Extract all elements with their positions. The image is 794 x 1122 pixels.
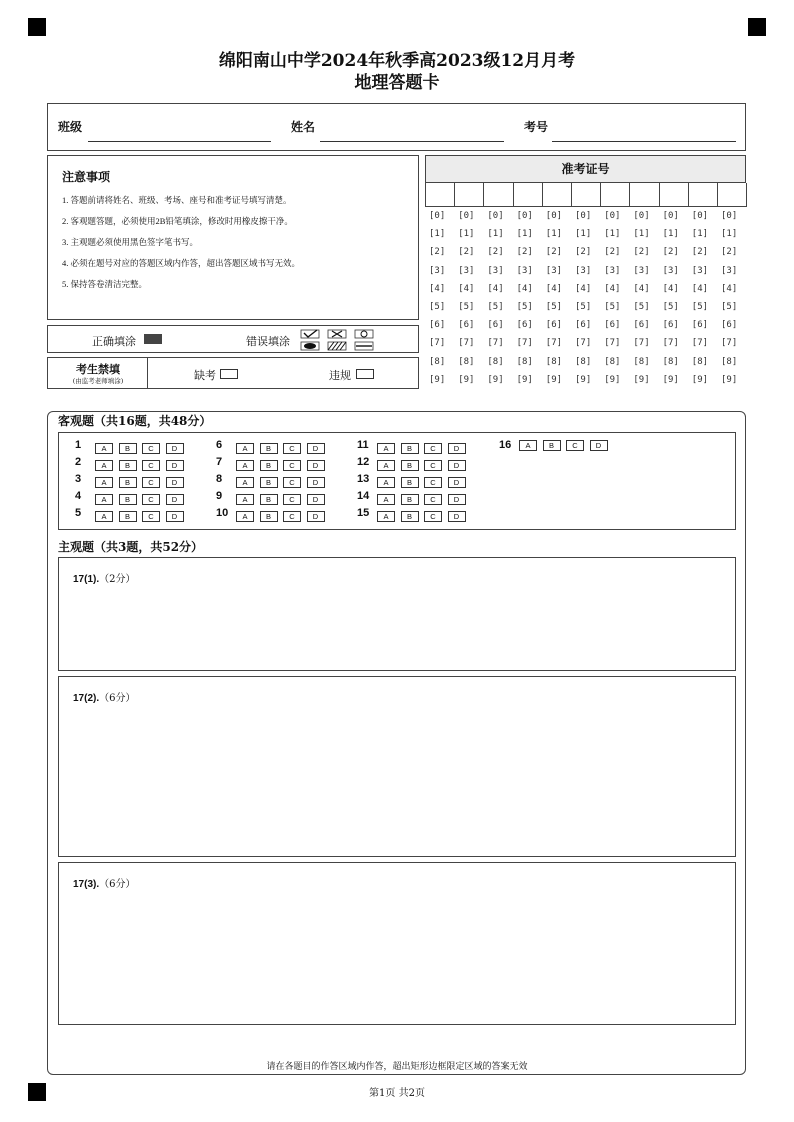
admission-digit-bubble[interactable]: [6] [662, 320, 679, 331]
admission-digit-bubble[interactable]: [6] [575, 320, 592, 331]
admission-digit-bubble[interactable]: [6] [545, 320, 563, 331]
admission-digit-bubble[interactable]: [2] [575, 247, 592, 258]
notice-item: 3. 主观题必须使用黑色签字笔书写。 [62, 237, 199, 247]
admission-digit-bubble[interactable]: [7] [691, 338, 709, 349]
question-number: 15 [357, 507, 370, 519]
wrong-fill-icon [300, 329, 378, 351]
answer-bubble-b[interactable]: B [401, 477, 419, 488]
notice-item: 5. 保持答卷清洁完整。 [62, 279, 148, 289]
admission-digit-bubble[interactable]: [4] [662, 283, 679, 294]
admission-digit-bubble[interactable]: [0] [516, 211, 533, 221]
admission-digit-bubble[interactable]: [8] [575, 356, 592, 367]
admission-digit-bubble[interactable]: [4] [487, 283, 504, 294]
admission-digit-write-cell[interactable] [629, 183, 659, 207]
answer-bubble-b[interactable]: B [119, 494, 137, 505]
admission-digit-bubble[interactable]: [3] [429, 265, 446, 276]
admission-digit-bubble[interactable]: [0] [662, 211, 679, 221]
admission-digit-bubble[interactable]: [7] [516, 338, 533, 349]
admission-digit-bubble[interactable]: [0] [545, 211, 563, 221]
admission-digit-write-cell[interactable] [717, 183, 747, 207]
violation-checkbox[interactable] [356, 369, 374, 379]
answer-bubble-d[interactable]: D [307, 443, 325, 454]
exam-title: 绵阳南山中学2024年秋季高2023级12月月考 [218, 51, 576, 71]
admission-number-title: 准考证号 [425, 155, 746, 183]
answer-bubble-b[interactable]: B [260, 511, 278, 522]
correct-fill-label: 正确填涂 [92, 335, 136, 348]
answer-bubble-b[interactable]: B [119, 511, 137, 522]
admission-digit-bubble[interactable]: [7] [458, 338, 475, 349]
admission-digit-bubble[interactable]: [9] [721, 374, 738, 385]
admission-digit-bubble[interactable]: [3] [604, 265, 621, 276]
admission-digit-bubble[interactable]: [8] [721, 356, 738, 367]
answer-bubble-c[interactable]: C [283, 494, 301, 505]
admission-digit-bubble[interactable]: [2] [691, 247, 709, 258]
name-field[interactable] [320, 141, 504, 142]
page-number: 第1页 共2页 [369, 1088, 425, 1099]
question-number: 3 [75, 473, 82, 485]
admission-digit-bubble[interactable]: [3] [691, 265, 709, 276]
answer-bubble-d[interactable]: D [307, 460, 325, 471]
answer-bubble-d[interactable]: D [448, 477, 466, 488]
answer-bubble-c[interactable]: C [283, 443, 301, 454]
answer-bubble-a[interactable]: A [236, 443, 254, 454]
answer-bubble-d[interactable]: D [307, 494, 325, 505]
exam-no-field[interactable] [552, 141, 736, 142]
admission-digit-bubble[interactable]: [7] [633, 338, 650, 349]
admission-digit-bubble[interactable]: [5] [575, 302, 592, 312]
answer-bubble-b[interactable]: B [260, 494, 278, 505]
admission-digit-bubble[interactable]: [3] [487, 265, 504, 276]
correct-fill-icon [144, 334, 162, 344]
admission-digit-bubble[interactable]: [1] [458, 229, 475, 240]
admission-digit-bubble[interactable]: [4] [604, 283, 621, 294]
admission-digit-bubble[interactable]: [6] [429, 320, 446, 331]
admission-digit-bubble[interactable]: [8] [662, 356, 679, 367]
admission-digit-bubble[interactable]: [5] [516, 302, 533, 312]
answer-bubble-a[interactable]: A [377, 460, 395, 471]
answer-bubble-d[interactable]: D [166, 460, 184, 471]
question-17-3-score: （6分） [99, 879, 136, 890]
answer-bubble-a[interactable]: A [95, 443, 113, 454]
question-17-2-label [73, 689, 136, 704]
admission-digit-bubble[interactable]: [5] [458, 302, 475, 312]
admission-digit-bubble[interactable]: [3] [516, 265, 533, 276]
answer-bubble-a[interactable]: A [236, 511, 254, 522]
exam-no-label: 考号 [524, 120, 549, 134]
admission-digit-bubble[interactable]: [8] [487, 356, 504, 367]
admission-digit-bubble[interactable]: [7] [721, 338, 738, 349]
admission-digit-write-cell[interactable] [600, 183, 630, 207]
question-17-3-number: 17(3). [73, 879, 100, 890]
admission-digit-bubble[interactable]: [7] [575, 338, 592, 349]
restricted-subtitle: (由监考老师填涂) [72, 377, 124, 385]
answer-bubble-c[interactable]: C [424, 443, 442, 454]
question-number: 9 [216, 490, 223, 502]
fill-example-box [47, 325, 419, 353]
notice-item: 2. 客观题答题，必须使用2B铅笔填涂，修改时用橡皮擦干净。 [62, 216, 293, 226]
answer-bubble-c[interactable]: C [142, 477, 160, 488]
admission-digit-bubble[interactable]: [0] [575, 211, 592, 221]
admission-digit-bubble[interactable]: [0] [429, 211, 446, 221]
admission-digit-bubble[interactable]: [8] [691, 356, 709, 367]
admission-digit-bubble[interactable]: [0] [633, 211, 650, 221]
answer-bubble-a[interactable]: A [236, 494, 254, 505]
admission-digit-write-cell[interactable] [571, 183, 601, 207]
admission-digit-write-cell[interactable] [688, 183, 718, 207]
restricted-box [47, 357, 419, 389]
answer-bubble-c[interactable]: C [424, 511, 442, 522]
admission-digit-bubble[interactable]: [9] [575, 374, 592, 385]
answer-bubble-a[interactable]: A [95, 460, 113, 471]
question-number: 2 [75, 456, 82, 468]
answer-bubble-a[interactable]: A [377, 494, 395, 505]
restricted-title: 考生禁填 [76, 363, 120, 376]
admission-digit-write-cell[interactable] [454, 183, 484, 207]
answer-bubble-a[interactable]: A [377, 477, 395, 488]
admission-digit-bubble[interactable]: [9] [691, 374, 709, 385]
answer-bubble-b[interactable]: B [260, 477, 278, 488]
answer-bubble-d[interactable]: D [448, 443, 466, 454]
admission-digit-bubble[interactable]: [9] [487, 374, 504, 385]
answer-bubble-a[interactable]: A [519, 440, 537, 451]
notice-item: 1. 答题前请将姓名、班级、考场、座号和准考证号填写清楚。 [62, 195, 292, 205]
admission-digit-bubble[interactable]: [6] [487, 320, 504, 331]
question-17-1-label [73, 570, 136, 585]
violation-label: 违规 [329, 369, 351, 382]
question-number: 11 [357, 439, 369, 451]
answer-bubble-b[interactable]: B [119, 477, 137, 488]
admission-digit-bubble[interactable]: [9] [429, 374, 446, 385]
admission-digit-bubble[interactable]: [4] [633, 283, 650, 294]
admission-digit-bubble[interactable]: [6] [516, 320, 533, 331]
admission-digit-bubble[interactable]: [5] [604, 302, 621, 312]
admission-digit-bubble[interactable]: [7] [662, 338, 679, 349]
admission-digit-bubble[interactable]: [8] [516, 356, 533, 367]
admission-digit-bubble[interactable]: [5] [721, 302, 738, 312]
answer-bubble-c[interactable]: C [424, 477, 442, 488]
answer-bubble-c[interactable]: C [283, 460, 301, 471]
admission-digit-bubble[interactable]: [9] [458, 374, 475, 385]
objective-title: 客观题（共16题，共48分） [58, 414, 212, 428]
admission-digit-bubble[interactable]: [4] [575, 283, 592, 294]
notice-title: 注意事项 [62, 170, 111, 184]
student-info-box [47, 103, 746, 151]
answer-bubble-c[interactable]: C [142, 460, 160, 471]
admission-digit-bubble[interactable]: [1] [575, 229, 592, 240]
admission-digit-bubble[interactable]: [1] [662, 229, 679, 240]
question-17-3-label [73, 875, 136, 890]
answer-bubble-c[interactable]: C [283, 477, 301, 488]
admission-digit-bubble[interactable]: [9] [545, 374, 563, 385]
answer-box-17-2[interactable] [58, 676, 736, 857]
objective-box [58, 432, 736, 530]
question-number: 8 [216, 473, 223, 485]
admission-digit-bubble[interactable]: [5] [545, 302, 563, 312]
answer-bubble-b[interactable]: B [260, 460, 278, 471]
admission-digit-bubble[interactable]: [9] [516, 374, 533, 385]
admission-digit-bubble[interactable]: [1] [516, 229, 533, 240]
answer-bubble-b[interactable]: B [119, 443, 137, 454]
admission-digit-bubble[interactable]: [1] [633, 229, 650, 240]
registration-mark-top-right [748, 18, 766, 36]
admission-digit-write-cell[interactable] [483, 183, 513, 207]
admission-digit-bubble[interactable]: [4] [429, 283, 446, 294]
admission-digit-bubble[interactable]: [0] [487, 211, 504, 221]
admission-digit-bubble[interactable]: [5] [487, 302, 504, 312]
admission-digit-bubble[interactable]: [1] [604, 229, 621, 240]
admission-digit-bubble[interactable]: [4] [691, 283, 709, 294]
answer-box-17-3[interactable] [58, 862, 736, 1025]
subjective-title: 主观题（共3题，共52分） [58, 540, 204, 554]
admission-digit-bubble[interactable]: [2] [516, 247, 533, 258]
admission-digit-bubble[interactable]: [2] [604, 247, 621, 258]
sheet-title: 地理答题卡 [354, 73, 440, 93]
admission-digit-bubble[interactable]: [4] [545, 283, 563, 294]
admission-digit-write-cell[interactable] [513, 183, 543, 207]
answer-bubble-d[interactable]: D [307, 477, 325, 488]
answer-bubble-d[interactable]: D [166, 511, 184, 522]
admission-digit-bubble[interactable]: [3] [458, 265, 475, 276]
answer-bubble-d[interactable]: D [448, 460, 466, 471]
answer-bubble-b[interactable]: B [401, 494, 419, 505]
admission-digit-bubble[interactable]: [5] [429, 302, 446, 312]
question-17-2-score: （6分） [99, 693, 136, 704]
question-number: 6 [216, 439, 223, 451]
answer-bubble-b[interactable]: B [401, 460, 419, 471]
admission-digit-bubble[interactable]: [0] [604, 211, 621, 221]
admission-digit-bubble[interactable]: [5] [691, 302, 709, 312]
admission-digit-bubble[interactable]: [6] [633, 320, 650, 331]
answer-area-notice: 请在各题目的作答区域内作答，超出矩形边框限定区域的答案无效 [266, 1062, 528, 1072]
answer-bubble-a[interactable]: A [236, 477, 254, 488]
admission-digit-bubble[interactable]: [4] [516, 283, 533, 294]
admission-digit-bubble[interactable]: [2] [633, 247, 650, 258]
admission-digit-bubble[interactable]: [7] [429, 338, 446, 349]
admission-digit-bubble[interactable]: [2] [721, 247, 738, 258]
class-field[interactable] [88, 141, 271, 142]
admission-digit-bubble[interactable]: [3] [575, 265, 592, 276]
question-number: 4 [75, 490, 82, 502]
admission-digit-bubble[interactable]: [0] [458, 211, 475, 221]
restricted-title-cell [48, 358, 148, 388]
admission-digit-bubble[interactable]: [2] [458, 247, 475, 258]
question-number: 1 [75, 439, 82, 451]
answer-bubble-c[interactable]: C [566, 440, 584, 451]
admission-digit-bubble[interactable]: [3] [545, 265, 563, 276]
answer-bubble-c[interactable]: C [142, 494, 160, 505]
answer-bubble-a[interactable]: A [377, 511, 395, 522]
admission-digit-bubble[interactable]: [5] [662, 302, 679, 312]
notice-item: 4. 必须在题号对应的答题区域内作答，超出答题区域书写无效。 [62, 258, 301, 268]
answer-bubble-a[interactable]: A [377, 443, 395, 454]
answer-box-17-1[interactable] [58, 557, 736, 671]
admission-digit-bubble[interactable]: [3] [633, 265, 650, 276]
answer-bubble-a[interactable]: A [95, 494, 113, 505]
question-number: 16 [499, 439, 512, 451]
admission-digit-write-cell[interactable] [659, 183, 689, 207]
answer-bubble-b[interactable]: B [401, 443, 419, 454]
question-number: 10 [216, 507, 229, 519]
question-17-2-number: 17(2). [73, 693, 100, 704]
answer-bubble-c[interactable]: C [424, 494, 442, 505]
admission-digit-bubble[interactable]: [2] [429, 247, 446, 258]
answer-bubble-c[interactable]: C [142, 443, 160, 454]
question-number: 14 [357, 490, 370, 502]
answer-bubble-d[interactable]: D [307, 511, 325, 522]
answer-bubble-b[interactable]: B [401, 511, 419, 522]
answer-bubble-d[interactable]: D [166, 443, 184, 454]
answer-bubble-d[interactable]: D [166, 477, 184, 488]
admission-digit-bubble[interactable]: [1] [429, 229, 446, 240]
admission-digit-bubble[interactable]: [2] [545, 247, 563, 258]
admission-digit-bubble[interactable]: [0] [721, 211, 738, 221]
admission-digit-bubble[interactable]: [7] [604, 338, 621, 349]
absent-checkbox[interactable] [220, 369, 238, 379]
admission-digit-bubble[interactable]: [4] [458, 283, 475, 294]
question-17-1-number: 17(1). [73, 574, 100, 585]
admission-digit-bubble[interactable]: [4] [721, 283, 738, 294]
admission-digit-bubble[interactable]: [8] [458, 356, 475, 367]
admission-digit-bubble[interactable]: [6] [458, 320, 475, 331]
admission-digit-bubble[interactable]: [9] [633, 374, 650, 385]
name-label: 姓名 [291, 120, 316, 134]
class-label: 班级 [58, 120, 83, 134]
admission-digit-bubble[interactable]: [9] [662, 374, 679, 385]
admission-digit-bubble[interactable]: [7] [545, 338, 563, 349]
question-number: 5 [75, 507, 82, 519]
question-number: 13 [357, 473, 370, 485]
admission-digit-bubble[interactable]: [6] [691, 320, 709, 331]
answer-bubble-a[interactable]: A [236, 460, 254, 471]
admission-digit-bubble[interactable]: [1] [691, 229, 709, 240]
admission-digit-bubble[interactable]: [6] [604, 320, 621, 331]
answer-bubble-c[interactable]: C [142, 511, 160, 522]
admission-digit-bubble[interactable]: [8] [545, 356, 563, 367]
question-number: 12 [357, 456, 370, 468]
admission-digit-bubble[interactable]: [1] [545, 229, 563, 240]
admission-digit-bubble[interactable]: [3] [662, 265, 679, 276]
admission-digit-bubble[interactable]: [2] [487, 247, 504, 258]
answer-bubble-c[interactable]: C [283, 511, 301, 522]
answer-bubble-b[interactable]: B [260, 443, 278, 454]
admission-digit-bubble[interactable]: [8] [633, 356, 650, 367]
admission-digit-bubble[interactable]: [1] [487, 229, 504, 240]
answer-bubble-b[interactable]: B [543, 440, 561, 451]
admission-digit-bubble[interactable]: [3] [721, 265, 738, 276]
admission-digit-bubble[interactable]: [1] [721, 229, 738, 240]
admission-digit-bubble[interactable]: [6] [721, 320, 738, 331]
answer-bubble-c[interactable]: C [424, 460, 442, 471]
answer-bubble-d[interactable]: D [448, 494, 466, 505]
admission-digit-bubble[interactable]: [8] [429, 356, 446, 367]
answer-bubble-a[interactable]: A [95, 477, 113, 488]
admission-digit-bubble[interactable]: [0] [691, 211, 709, 221]
question-17-1-score: （2分） [99, 574, 136, 585]
answer-bubble-a[interactable]: A [95, 511, 113, 522]
notice-box [47, 155, 419, 320]
admission-digit-write-cell[interactable] [425, 183, 455, 207]
question-number: 7 [216, 456, 223, 468]
admission-digit-bubble[interactable]: [2] [662, 247, 679, 258]
wrong-fill-label: 错误填涂 [246, 335, 290, 348]
admission-digit-bubble[interactable]: [7] [487, 338, 504, 349]
absent-label: 缺考 [194, 369, 216, 382]
answer-bubble-d[interactable]: D [448, 511, 466, 522]
admission-digit-bubble[interactable]: [8] [604, 356, 621, 367]
admission-digit-bubble[interactable]: [9] [604, 374, 621, 385]
admission-digit-bubble[interactable]: [5] [633, 302, 650, 312]
answer-bubble-d[interactable]: D [590, 440, 608, 451]
answer-bubble-d[interactable]: D [166, 494, 184, 505]
admission-digit-write-cell[interactable] [542, 183, 572, 207]
registration-mark-top-left [28, 18, 46, 36]
answer-bubble-b[interactable]: B [119, 460, 137, 471]
